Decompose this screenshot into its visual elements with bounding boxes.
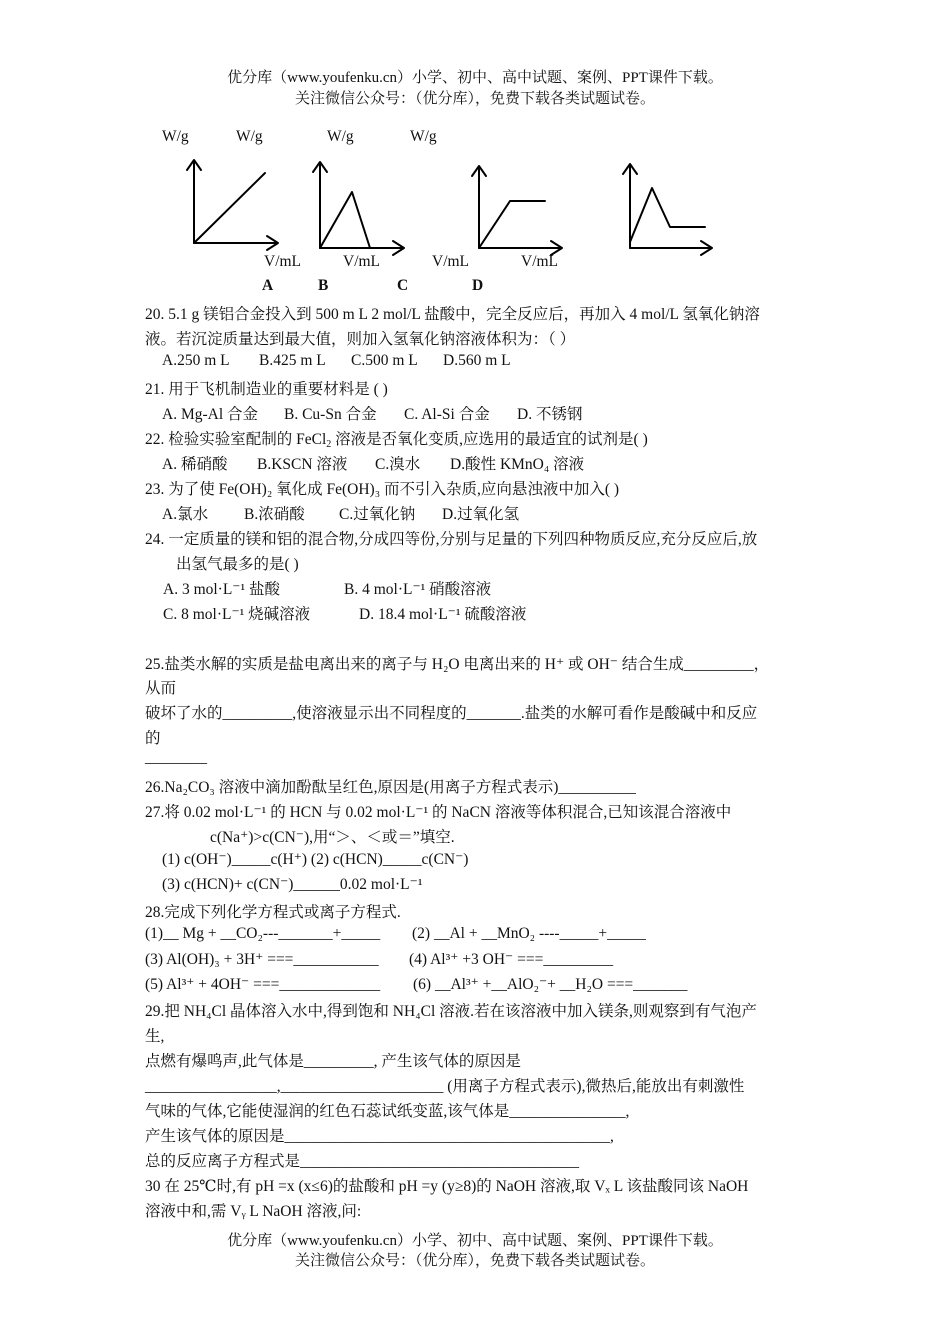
graph-x-label: V/mL: [343, 253, 381, 270]
q22-stem: 22. 检验实验室配制的 FeCl$_2$ 溶液是否氧化变质,应选用的最适宜的试剂是( ): [145, 431, 648, 450]
graph-y-label: W/g: [410, 128, 437, 145]
q28-eq-6: (6) __Al³⁺ +__AlO₂⁻+ __H₂O ===_______: [413, 976, 688, 993]
q25-line-5: ________: [145, 749, 207, 766]
q25-line-3: 破坏了水的_________,使溶液显示出不同程度的_______.盐类的水解可看作是酸碱中和反应: [145, 705, 758, 722]
q28-eq-3: (3) Al(OH)₃ + 3H⁺ ===___________: [145, 951, 379, 968]
q23-option-c: C.过氧化钠: [339, 506, 416, 523]
graph-x-label: V/mL: [521, 253, 559, 270]
q29-line-2: 生,: [145, 1028, 165, 1045]
q24-line-1: 24. 一定质量的镁和铝的混合物,分成四等份,分别与足量的下列四种物质反应,充分反应后,放: [145, 531, 758, 548]
q22-option-b: B.KSCN 溶液: [257, 456, 348, 473]
q21-option-a: A. Mg-Al 合金: [162, 406, 259, 423]
graph-option-c: C: [397, 277, 409, 294]
q21-option-c: C. Al-Si 合金: [404, 406, 490, 423]
q20-options: [162, 352, 511, 370]
q25-line-4: 的: [145, 730, 161, 747]
q23-option-a: A.氯水: [162, 506, 209, 523]
q22-option-c: C.溴水: [375, 456, 421, 473]
q24-option-b: B. 4 mol·L⁻¹ 硝酸溶液: [344, 581, 492, 598]
q29-line-5: 气味的气体,它能使湿润的红色石蕊试纸变蓝,该气体是_______________,: [145, 1103, 630, 1120]
footer-line-1: 优分库（www.youfenku.cn）小学、初中、高中试题、案例、PPT课件下载。: [227, 1233, 723, 1249]
q27-line-2: c(Na⁺)>c(CN⁻),用“＞、＜或＝”填空.: [210, 829, 455, 846]
q21-option-d: D. 不锈钢: [517, 406, 583, 423]
q24-line-2: 出氢气最多的是( ): [176, 556, 299, 573]
graph-x-label: V/mL: [432, 253, 470, 270]
graph-option-d: D: [472, 277, 484, 294]
q21-option-b: B. Cu-Sn 合金: [284, 406, 377, 423]
q28-stem: 28.完成下列化学方程式或离子方程式.: [145, 904, 401, 921]
graph-option-b: B: [318, 277, 329, 294]
q23-stem: 23. 为了使 Fe(OH)₂ 氧化成 Fe(OH)₃ 而不引入杂质,应向悬浊液中加入( ): [145, 481, 620, 498]
q27-line-3: (1) c(OH⁻)_____c(H⁺) (2) c(HCN)_____c(CN⁻): [162, 851, 469, 868]
header-line-1: 优分库（www.youfenku.cn）小学、初中、高中试题、案例、PPT课件下载。: [227, 70, 723, 86]
graph-b: [313, 162, 404, 255]
q24-option-d: D. 18.4 mol·L⁻¹ 硫酸溶液: [359, 606, 527, 623]
q24-option-a: A. 3 mol·L⁻¹ 盐酸: [163, 581, 281, 598]
q28-eq-2: (2) __Al + __MnO₂ ----_____+_____: [412, 925, 646, 942]
graph-y-label: W/g: [162, 128, 189, 145]
q20-option-b: B.425 m L: [259, 352, 326, 369]
graph-y-label: W/g: [327, 128, 354, 145]
q22-option-d: D.酸性 KMnO₄ 溶液: [450, 456, 585, 473]
q30-line-1: 30 在 25℃时,有 pH =x (x≤6)的盐酸和 pH =y (y≥8)的 NaOH 溶液,取 Vₓ L 该盐酸同该 NaOH: [145, 1178, 749, 1195]
q28-eq-1: (1)__ Mg + __CO₂---_______+_____: [145, 925, 381, 942]
q20-option-a: A.250 m L: [162, 352, 230, 369]
footer-line-2: 关注微信公众号：（优分库），免费下载各类试题试卷。: [294, 1253, 655, 1269]
q20-line-2: 液。若沉淀质量达到最大值，则加入氢氧化钠溶液体积为：（ ）: [145, 331, 576, 348]
q29-line-6: 产生该气体的原因是__________________________________________,: [145, 1128, 614, 1145]
q29-line-1: 29.把 NH₄Cl 晶体溶入水中,得到饱和 NH₄Cl 溶液.若在该溶液中加入镁条,则观察到有气泡产: [145, 1003, 757, 1020]
q20-line-1: 20. 5.1 g 镁铝合金投入到 500 m L 2 mol/L 盐酸中，完全反应后，再加入 4 mol/L 氢氧化钠溶: [145, 306, 760, 323]
q20-option-d: D.560 m L: [443, 352, 511, 369]
q22-option-a: A. 稀硝酸: [162, 456, 228, 473]
q23-options: [162, 502, 519, 524]
q28-eq-5: (5) Al³⁺ + 4OH⁻ ===_____________: [145, 976, 381, 993]
q29-line-7: 总的反应离子方程式是____________________________________: [145, 1153, 580, 1170]
q25-line-2: 从而: [145, 680, 177, 697]
q22-options: [162, 452, 584, 474]
q29-line-3: 点燃有爆鸣声,此气体是_________, 产生该气体的原因是: [145, 1053, 521, 1070]
q29-line-4: _________________,_____________________ (用离子方程式表示),微热后,能放出有刺激性: [145, 1078, 745, 1095]
graph-a: [187, 160, 278, 250]
header-line-2: 关注微信公众号：（优分库），免费下载各类试题试卷。: [294, 91, 655, 107]
q26-stem: 26.Na₂CO₃ 溶液中滴加酚酞呈红色,原因是(用离子方程式表示)__________: [145, 779, 636, 796]
q20-option-c: C.500 m L: [351, 352, 418, 369]
q27-line-4: (3) c(HCN)+ c(CN⁻)______0.02 mol·L⁻¹: [162, 876, 423, 893]
q28-eq-4: (4) Al³⁺ +3 OH⁻ ===_________: [409, 951, 614, 968]
graph-d: [623, 164, 712, 255]
q24-option-c: C. 8 mol·L⁻¹ 烧碱溶液: [163, 606, 311, 623]
q27-line-1: 27.将 0.02 mol·L⁻¹ 的 HCN 与 0.02 mol·L⁻¹ 的 NaCN 溶液等体积混合,已知该混合溶液中: [145, 804, 732, 821]
q30-line-2: 溶液中和,需 Vᵧ L NaOH 溶液,问:: [145, 1203, 362, 1220]
q21-options: [162, 402, 582, 424]
q21-stem: 21. 用于飞机制造业的重要材料是 ( ): [145, 381, 388, 398]
graph-x-label: V/mL: [264, 253, 302, 270]
graph-c: [472, 166, 562, 255]
graphs-figure: [170, 150, 730, 260]
q23-option-d: D.过氧化氢: [442, 506, 520, 523]
q23-option-b: B.浓硝酸: [244, 506, 305, 523]
q25-line-1: 25.盐类水解的实质是盐电离出来的离子与 H₂O 电离出来的 H⁺ 或 OH⁻ 结合生成_________，: [145, 656, 770, 673]
graph-y-label: W/g: [236, 128, 263, 145]
graph-option-a: A: [262, 277, 274, 294]
